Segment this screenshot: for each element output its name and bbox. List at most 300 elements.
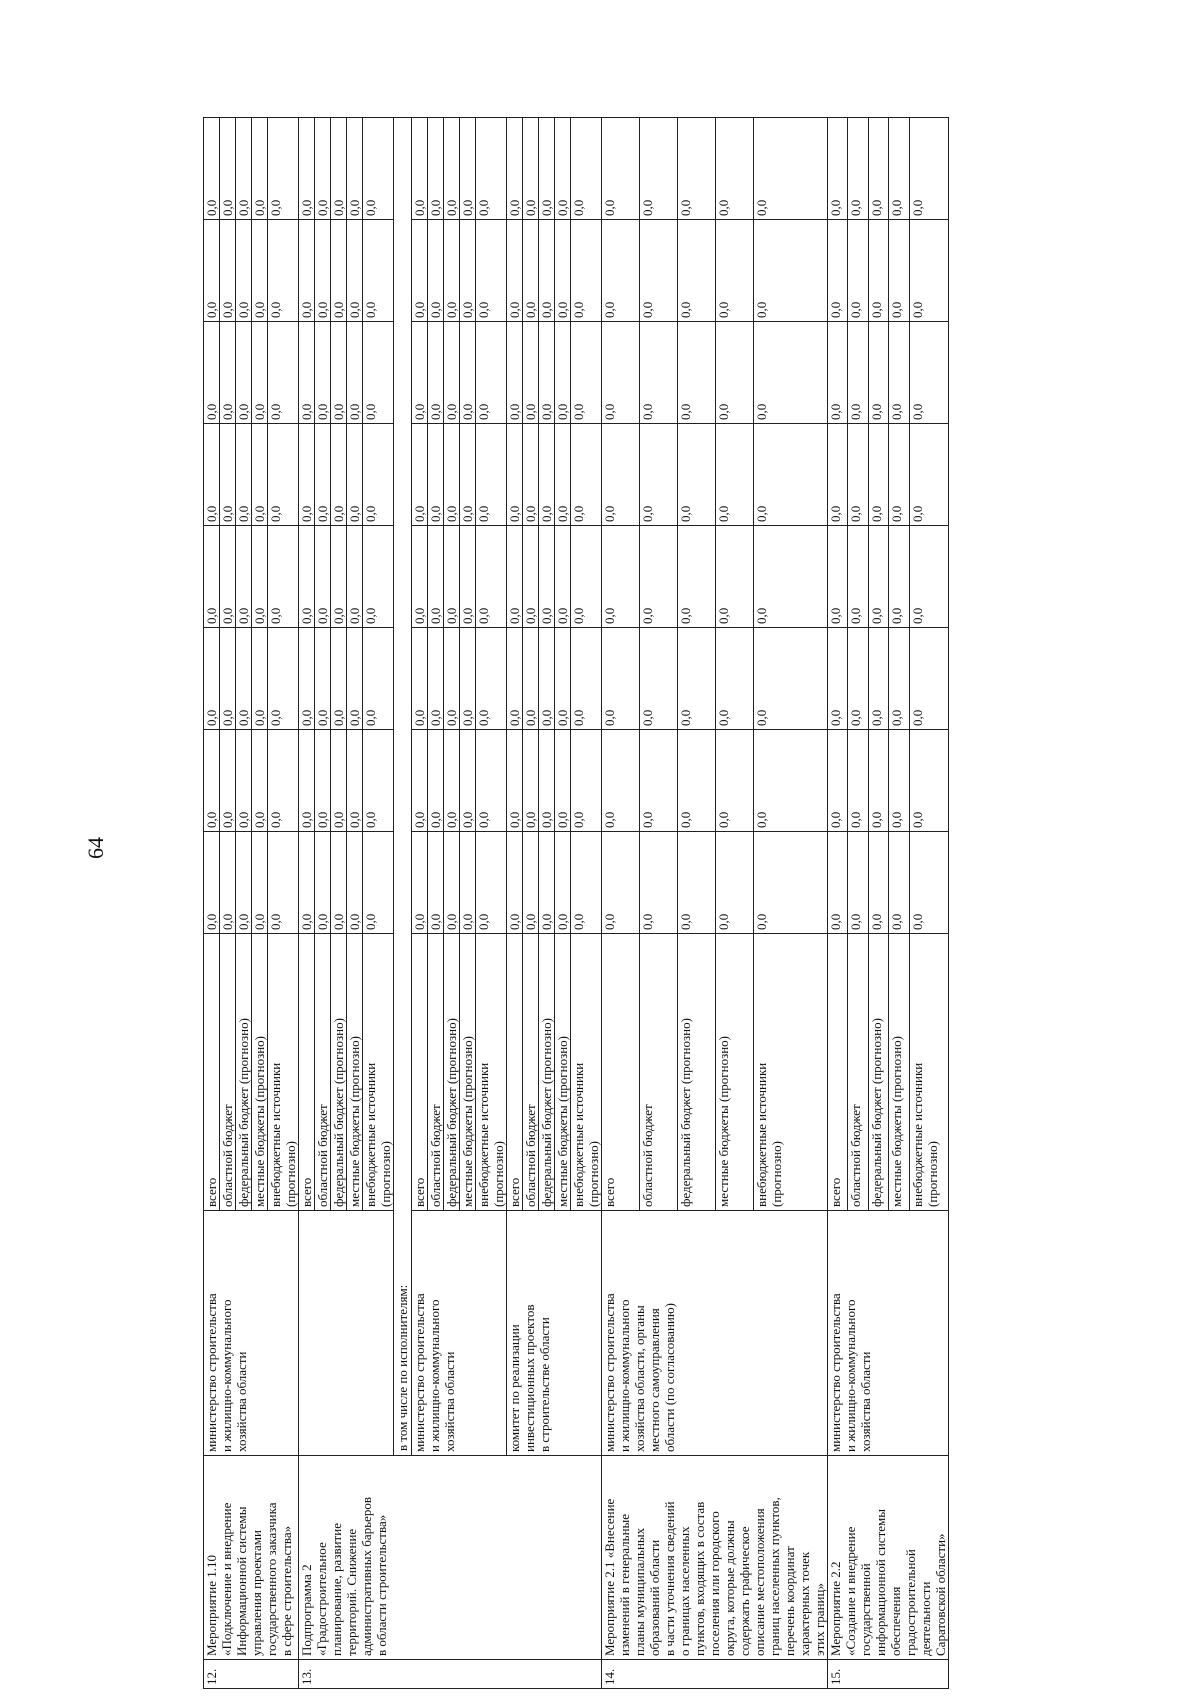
value-cell bbox=[754, 526, 828, 628]
measure-name-cell-line: территорий. Снижение bbox=[344, 1528, 359, 1656]
value-cell bbox=[268, 322, 299, 424]
value-cell bbox=[363, 220, 394, 322]
value-cell bbox=[236, 424, 252, 526]
value-cell-line: 0,0 bbox=[909, 199, 925, 216]
value-cell bbox=[716, 730, 754, 832]
value-cell-line: 0,0 bbox=[678, 301, 694, 318]
value-cell-line: 0,0 bbox=[268, 403, 283, 420]
funding-source-cell-line: всего bbox=[828, 1177, 843, 1207]
value-cell-line: 0,0 bbox=[848, 811, 864, 828]
value-cell-line: 0,0 bbox=[347, 403, 362, 420]
executor-cell-line: министерство строительства bbox=[828, 1293, 843, 1452]
value-cell-line: 0,0 bbox=[460, 811, 475, 828]
value-cell bbox=[848, 832, 868, 934]
value-cell-line: 0,0 bbox=[204, 505, 219, 522]
value-cell bbox=[315, 118, 331, 220]
value-cell-line: 0,0 bbox=[331, 811, 346, 828]
value-cell-line: 0,0 bbox=[268, 913, 283, 930]
value-cell-line: 0,0 bbox=[640, 301, 656, 318]
funding-source-cell-line: (прогнозно) bbox=[586, 1141, 601, 1207]
value-cell bbox=[460, 832, 476, 934]
funding-source-cell bbox=[507, 934, 523, 1211]
value-cell bbox=[444, 628, 460, 730]
measure-name-cell-line: административных барьеров bbox=[359, 1497, 374, 1656]
value-cell bbox=[363, 526, 394, 628]
value-cell bbox=[315, 628, 331, 730]
value-cell-line: 0,0 bbox=[252, 607, 267, 624]
value-cell bbox=[252, 424, 268, 526]
value-cell bbox=[539, 832, 555, 934]
value-cell-line: 0,0 bbox=[523, 709, 538, 726]
value-cell-line: 0,0 bbox=[868, 811, 884, 828]
executor-cell-line: области (по согласованию) bbox=[662, 1303, 677, 1452]
value-cell bbox=[460, 220, 476, 322]
value-cell-line: 0,0 bbox=[315, 913, 330, 930]
value-cell-line: 0,0 bbox=[460, 709, 475, 726]
value-cell bbox=[252, 118, 268, 220]
value-cell-line: 0,0 bbox=[299, 811, 314, 828]
value-cell-line: 0,0 bbox=[315, 811, 330, 828]
value-cell bbox=[848, 526, 868, 628]
value-cell-line: 0,0 bbox=[299, 199, 314, 216]
funding-source-cell-line: (прогнозно) bbox=[924, 1141, 940, 1207]
value-cell-line: 0,0 bbox=[602, 607, 617, 624]
value-cell bbox=[268, 730, 299, 832]
value-cell-line: 0,0 bbox=[868, 913, 884, 930]
value-cell-line: 0,0 bbox=[428, 403, 443, 420]
value-cell bbox=[754, 628, 828, 730]
funding-source-cell-line: (прогнозно) bbox=[769, 1141, 785, 1207]
measure-name-cell-line: округа, которые должны bbox=[722, 1520, 737, 1656]
value-cell-line: 0,0 bbox=[868, 403, 884, 420]
table-row bbox=[602, 118, 640, 1689]
value-cell bbox=[204, 832, 220, 934]
value-cell-line: 0,0 bbox=[868, 607, 884, 624]
value-cell-line: 0,0 bbox=[754, 403, 770, 420]
value-cell-line: 0,0 bbox=[754, 607, 770, 624]
executor-cell-line: и жилищно-коммунального bbox=[427, 1299, 442, 1452]
value-cell bbox=[678, 118, 716, 220]
value-cell-line: 0,0 bbox=[236, 709, 251, 726]
value-cell-line: 0,0 bbox=[412, 505, 427, 522]
value-cell-line: 0,0 bbox=[828, 811, 843, 828]
value-cell bbox=[640, 220, 678, 322]
table-row bbox=[828, 118, 848, 1689]
measure-name-cell-line: управления проектами bbox=[249, 1530, 264, 1656]
value-cell bbox=[889, 832, 909, 934]
value-cell bbox=[444, 118, 460, 220]
funding-source-cell-line: федеральный бюджет (прогнозно) bbox=[868, 1018, 884, 1207]
value-cell-line: 0,0 bbox=[555, 811, 570, 828]
value-cell bbox=[363, 628, 394, 730]
value-cell bbox=[476, 730, 507, 832]
value-cell bbox=[476, 118, 507, 220]
value-cell bbox=[555, 730, 571, 832]
value-cell-line: 0,0 bbox=[315, 301, 330, 318]
executor-cell-line: инвестиционных проектов bbox=[522, 1304, 537, 1452]
value-cell-line: 0,0 bbox=[571, 811, 586, 828]
funding-source-cell bbox=[236, 934, 252, 1211]
value-cell bbox=[331, 424, 347, 526]
value-cell bbox=[716, 628, 754, 730]
value-cell bbox=[868, 730, 888, 832]
value-cell bbox=[315, 526, 331, 628]
value-cell-line: 0,0 bbox=[571, 199, 586, 216]
value-cell-line: 0,0 bbox=[828, 607, 843, 624]
funding-source-cell-line: областной бюджет bbox=[428, 1104, 443, 1207]
measure-name-cell-line: деятельности bbox=[918, 1581, 933, 1656]
table-row bbox=[412, 118, 428, 1689]
value-cell-line: 0,0 bbox=[363, 913, 378, 930]
value-cell-line: 0,0 bbox=[868, 505, 884, 522]
value-cell-line: 0,0 bbox=[523, 505, 538, 522]
funding-source-cell bbox=[299, 934, 315, 1211]
value-cell-line: 0,0 bbox=[315, 403, 330, 420]
value-cell bbox=[236, 220, 252, 322]
value-cell bbox=[412, 118, 428, 220]
value-cell-line: 0,0 bbox=[220, 199, 235, 216]
value-cell bbox=[848, 628, 868, 730]
value-cell-line: 0,0 bbox=[460, 403, 475, 420]
value-cell bbox=[204, 730, 220, 832]
value-cell bbox=[909, 118, 949, 220]
executor-cell-line: министерство строительства bbox=[602, 1293, 617, 1452]
measure-name-cell-line: Мероприятие 2.1 «Внесение bbox=[602, 1498, 617, 1656]
value-cell bbox=[571, 730, 602, 832]
value-cell bbox=[539, 220, 555, 322]
value-cell-line: 0,0 bbox=[315, 709, 330, 726]
value-cell bbox=[539, 628, 555, 730]
value-cell bbox=[412, 220, 428, 322]
value-cell-line: 0,0 bbox=[716, 913, 732, 930]
value-cell-line: 0,0 bbox=[828, 505, 843, 522]
value-cell bbox=[889, 628, 909, 730]
value-cell-line: 0,0 bbox=[555, 913, 570, 930]
value-cell-line: 0,0 bbox=[363, 199, 378, 216]
value-cell-line: 0,0 bbox=[889, 301, 905, 318]
funding-source-cell bbox=[252, 934, 268, 1211]
measure-name-cell-line: этих границ» bbox=[812, 1583, 827, 1656]
value-cell bbox=[204, 526, 220, 628]
value-cell bbox=[204, 118, 220, 220]
value-cell-line: 0,0 bbox=[889, 913, 905, 930]
value-cell-line: 0,0 bbox=[539, 811, 554, 828]
value-cell-line: 0,0 bbox=[476, 709, 491, 726]
value-cell bbox=[716, 424, 754, 526]
value-cell-line: 0,0 bbox=[299, 709, 314, 726]
value-cell-line: 0,0 bbox=[571, 913, 586, 930]
value-cell-line: 0,0 bbox=[347, 199, 362, 216]
value-cell bbox=[428, 322, 444, 424]
value-cell bbox=[299, 526, 315, 628]
value-cell bbox=[868, 628, 888, 730]
value-cell bbox=[828, 730, 848, 832]
funding-source-cell-line: областной бюджет bbox=[848, 1104, 864, 1207]
value-cell-line: 0,0 bbox=[268, 199, 283, 216]
value-cell bbox=[252, 322, 268, 424]
value-cell-line: 0,0 bbox=[412, 607, 427, 624]
value-cell-line: 0,0 bbox=[460, 607, 475, 624]
funding-source-cell bbox=[909, 934, 949, 1211]
value-cell bbox=[236, 730, 252, 832]
value-cell bbox=[539, 730, 555, 832]
value-cell bbox=[220, 118, 236, 220]
value-cell bbox=[252, 526, 268, 628]
funding-source-cell bbox=[539, 934, 555, 1211]
value-cell-line: 0,0 bbox=[571, 301, 586, 318]
value-cell bbox=[428, 730, 444, 832]
measure-name-cell-line: границ населенных пунктов, bbox=[767, 1497, 782, 1656]
funding-source-cell bbox=[204, 934, 220, 1211]
measure-name-cell-line: планирование, развитие bbox=[329, 1523, 344, 1656]
value-cell bbox=[331, 832, 347, 934]
value-cell-line: 0,0 bbox=[236, 199, 251, 216]
value-cell bbox=[331, 526, 347, 628]
value-cell-line: 0,0 bbox=[507, 301, 522, 318]
row-number-cell bbox=[828, 1660, 949, 1689]
value-cell bbox=[555, 220, 571, 322]
value-cell-line: 0,0 bbox=[678, 199, 694, 216]
funding-source-cell bbox=[220, 934, 236, 1211]
executor-cell-line: и жилищно-коммунального bbox=[219, 1299, 234, 1452]
value-cell bbox=[555, 118, 571, 220]
value-cell-line: 0,0 bbox=[507, 913, 522, 930]
value-cell-line: 0,0 bbox=[412, 199, 427, 216]
value-cell bbox=[460, 424, 476, 526]
value-cell bbox=[347, 220, 363, 322]
value-cell-line: 0,0 bbox=[539, 505, 554, 522]
funding-source-cell bbox=[476, 934, 507, 1211]
value-cell-line: 0,0 bbox=[460, 301, 475, 318]
measure-name-cell-line: изменений в генеральные bbox=[617, 1513, 632, 1656]
funding-source-cell bbox=[428, 934, 444, 1211]
funding-source-cell-line: местные бюджеты (прогнозно) bbox=[555, 1035, 570, 1207]
value-cell-line: 0,0 bbox=[331, 301, 346, 318]
value-cell bbox=[299, 118, 315, 220]
value-cell-line: 0,0 bbox=[347, 607, 362, 624]
value-cell-line: 0,0 bbox=[363, 709, 378, 726]
measure-name-cell-line: описание местоположения bbox=[752, 1508, 767, 1656]
value-cell-line: 0,0 bbox=[268, 709, 283, 726]
value-cell bbox=[523, 220, 539, 322]
value-cell-line: 0,0 bbox=[848, 505, 864, 522]
value-cell bbox=[602, 730, 640, 832]
value-cell-line: 0,0 bbox=[889, 403, 905, 420]
value-cell bbox=[476, 628, 507, 730]
value-cell bbox=[716, 322, 754, 424]
value-cell bbox=[868, 118, 888, 220]
funding-source-cell-line: всего bbox=[204, 1177, 219, 1207]
value-cell-line: 0,0 bbox=[848, 301, 864, 318]
funding-source-cell-line: местные бюджеты (прогнозно) bbox=[460, 1035, 475, 1207]
value-cell bbox=[268, 118, 299, 220]
value-cell bbox=[678, 730, 716, 832]
value-cell-line: 0,0 bbox=[539, 199, 554, 216]
funding-source-cell-line: (прогнозно) bbox=[491, 1141, 506, 1207]
value-cell bbox=[523, 424, 539, 526]
funding-source-cell-line: внебюджетные источники bbox=[268, 1062, 283, 1207]
row-number-cell-line: 15. bbox=[828, 1668, 843, 1685]
value-cell bbox=[220, 628, 236, 730]
funding-source-cell-line: федеральный бюджет (прогнозно) bbox=[678, 1018, 694, 1207]
value-cell bbox=[523, 322, 539, 424]
table-row bbox=[204, 118, 220, 1689]
value-cell-line: 0,0 bbox=[848, 709, 864, 726]
value-cell bbox=[363, 118, 394, 220]
value-cell-line: 0,0 bbox=[444, 811, 459, 828]
value-cell-line: 0,0 bbox=[716, 505, 732, 522]
value-cell bbox=[678, 322, 716, 424]
value-cell bbox=[412, 628, 428, 730]
value-cell bbox=[602, 628, 640, 730]
value-cell bbox=[236, 322, 252, 424]
value-cell bbox=[204, 628, 220, 730]
funding-source-cell bbox=[347, 934, 363, 1211]
value-cell-line: 0,0 bbox=[428, 811, 443, 828]
executor-cell-line: хозяйства области bbox=[234, 1351, 249, 1452]
value-cell-line: 0,0 bbox=[571, 607, 586, 624]
value-cell-line: 0,0 bbox=[252, 505, 267, 522]
value-cell bbox=[716, 832, 754, 934]
measure-name-cell bbox=[299, 1456, 602, 1660]
value-cell bbox=[754, 220, 828, 322]
value-cell bbox=[571, 526, 602, 628]
value-cell bbox=[602, 322, 640, 424]
executor-cell bbox=[828, 1211, 949, 1456]
value-cell-line: 0,0 bbox=[236, 505, 251, 522]
value-cell-line: 0,0 bbox=[868, 709, 884, 726]
value-cell bbox=[444, 220, 460, 322]
funding-source-cell-line: всего bbox=[602, 1177, 617, 1207]
funding-source-cell bbox=[828, 934, 848, 1211]
value-cell-line: 0,0 bbox=[909, 403, 925, 420]
value-cell-line: 0,0 bbox=[507, 709, 522, 726]
value-cell bbox=[268, 424, 299, 526]
value-cell-line: 0,0 bbox=[315, 607, 330, 624]
value-cell-line: 0,0 bbox=[428, 301, 443, 318]
value-cell bbox=[363, 424, 394, 526]
value-cell-line: 0,0 bbox=[428, 505, 443, 522]
value-cell bbox=[678, 526, 716, 628]
value-cell-line: 0,0 bbox=[444, 709, 459, 726]
value-cell bbox=[412, 730, 428, 832]
executors-note-cell-line: в том числе по исполнителям: bbox=[395, 1284, 410, 1451]
executor-cell-line: и жилищно-коммунального bbox=[617, 1299, 632, 1452]
value-cell-line: 0,0 bbox=[754, 811, 770, 828]
value-cell-line: 0,0 bbox=[252, 199, 267, 216]
value-cell-line: 0,0 bbox=[754, 913, 770, 930]
value-cell-line: 0,0 bbox=[539, 301, 554, 318]
value-cell bbox=[640, 118, 678, 220]
value-cell-line: 0,0 bbox=[460, 505, 475, 522]
value-cell-line: 0,0 bbox=[299, 301, 314, 318]
value-cell bbox=[331, 628, 347, 730]
value-cell-line: 0,0 bbox=[555, 403, 570, 420]
value-cell bbox=[444, 526, 460, 628]
funding-source-cell-line: местные бюджеты (прогнозно) bbox=[716, 1035, 732, 1207]
value-cell-line: 0,0 bbox=[315, 505, 330, 522]
value-cell-line: 0,0 bbox=[331, 403, 346, 420]
value-cell bbox=[868, 424, 888, 526]
value-cell-line: 0,0 bbox=[602, 505, 617, 522]
value-cell-line: 0,0 bbox=[539, 403, 554, 420]
measure-name-cell-line: Информационной системы bbox=[234, 1506, 249, 1656]
measure-name-cell-line: государственной bbox=[858, 1563, 873, 1656]
measure-name-cell-line: характерных точек bbox=[797, 1551, 812, 1656]
value-cell bbox=[252, 220, 268, 322]
value-cell bbox=[460, 628, 476, 730]
value-cell-line: 0,0 bbox=[716, 607, 732, 624]
value-cell-line: 0,0 bbox=[363, 301, 378, 318]
value-cell-line: 0,0 bbox=[252, 301, 267, 318]
value-cell bbox=[315, 322, 331, 424]
value-cell bbox=[848, 730, 868, 832]
value-cell-line: 0,0 bbox=[602, 199, 617, 216]
measure-name-cell-line: «Подключение и внедрение bbox=[219, 1502, 234, 1656]
value-cell bbox=[299, 322, 315, 424]
value-cell bbox=[602, 118, 640, 220]
value-cell bbox=[220, 526, 236, 628]
value-cell-line: 0,0 bbox=[716, 403, 732, 420]
value-cell-line: 0,0 bbox=[331, 505, 346, 522]
value-cell-line: 0,0 bbox=[412, 811, 427, 828]
value-cell-line: 0,0 bbox=[889, 199, 905, 216]
value-cell bbox=[523, 730, 539, 832]
value-cell-line: 0,0 bbox=[299, 607, 314, 624]
measure-name-cell-line: в части уточнения сведений bbox=[662, 1501, 677, 1656]
value-cell bbox=[716, 220, 754, 322]
value-cell-line: 0,0 bbox=[848, 403, 864, 420]
measure-name-cell-line: содержать графическое bbox=[737, 1526, 752, 1656]
value-cell bbox=[347, 322, 363, 424]
value-cell bbox=[640, 730, 678, 832]
executor-cell-line: хозяйства области bbox=[442, 1351, 457, 1452]
value-cell-line: 0,0 bbox=[828, 709, 843, 726]
value-cell-line: 0,0 bbox=[347, 709, 362, 726]
value-cell-line: 0,0 bbox=[315, 199, 330, 216]
value-cell-line: 0,0 bbox=[460, 913, 475, 930]
funding-source-cell bbox=[848, 934, 868, 1211]
value-cell bbox=[347, 526, 363, 628]
value-cell-line: 0,0 bbox=[444, 301, 459, 318]
value-cell bbox=[754, 322, 828, 424]
measure-name-cell-line: государственного заказчика bbox=[264, 1502, 279, 1656]
value-cell bbox=[268, 526, 299, 628]
value-cell bbox=[507, 730, 523, 832]
value-cell bbox=[828, 220, 848, 322]
row-number-cell-line: 14. bbox=[602, 1668, 617, 1685]
measure-name-cell bbox=[204, 1456, 299, 1660]
value-cell bbox=[909, 322, 949, 424]
value-cell bbox=[716, 118, 754, 220]
value-cell bbox=[602, 424, 640, 526]
funding-source-cell-line: всего bbox=[299, 1177, 314, 1207]
value-cell-line: 0,0 bbox=[716, 709, 732, 726]
value-cell-line: 0,0 bbox=[539, 607, 554, 624]
value-cell-line: 0,0 bbox=[347, 301, 362, 318]
value-cell bbox=[571, 424, 602, 526]
value-cell-line: 0,0 bbox=[444, 607, 459, 624]
value-cell bbox=[363, 322, 394, 424]
value-cell-line: 0,0 bbox=[909, 301, 925, 318]
value-cell bbox=[868, 220, 888, 322]
value-cell bbox=[828, 322, 848, 424]
value-cell bbox=[428, 628, 444, 730]
value-cell bbox=[507, 118, 523, 220]
value-cell bbox=[315, 832, 331, 934]
value-cell bbox=[268, 628, 299, 730]
funding-source-cell bbox=[754, 934, 828, 1211]
